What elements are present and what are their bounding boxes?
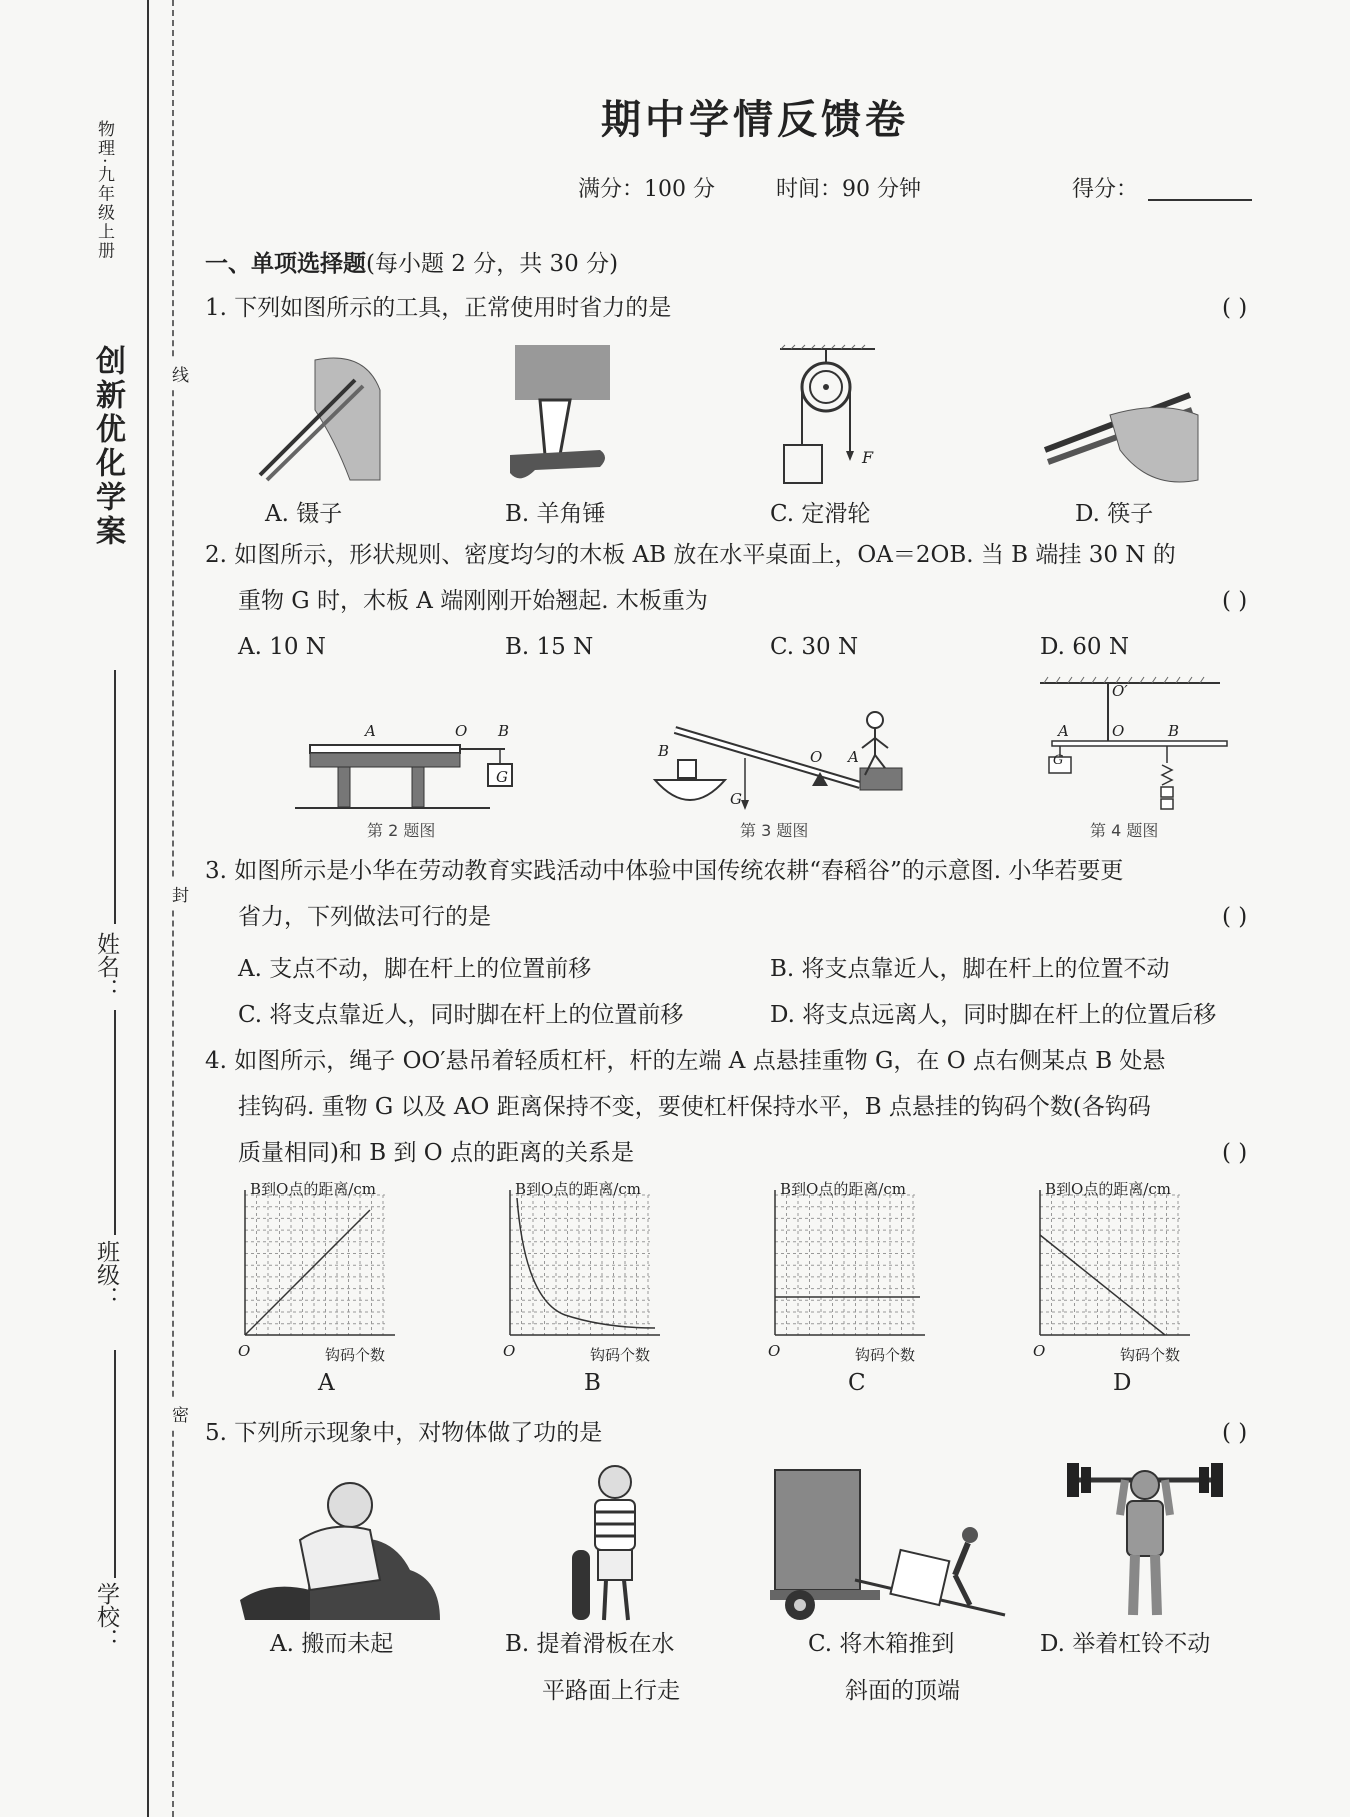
q3-answer-paren[interactable]: ( ) bbox=[1222, 904, 1248, 930]
graph-a-curve bbox=[245, 1210, 370, 1335]
figure-3-rice-pounder bbox=[650, 700, 910, 820]
graph-d-origin: O bbox=[1033, 1342, 1046, 1360]
graph-a-letter: A bbox=[318, 1370, 335, 1396]
figure-2-table-board bbox=[290, 720, 500, 815]
q5-option-b-line2: 平路面上行走 bbox=[542, 1678, 680, 1704]
q1-answer-paren[interactable]: ( ) bbox=[1222, 295, 1248, 321]
q5-answer-paren[interactable]: ( ) bbox=[1222, 1420, 1248, 1446]
q4-stem-line1: 4. 如图所示，绳子 OO′悬吊着轻质杠杆，杆的左端 A 点悬挂重物 G，在 O 点右侧某点 B 处悬 bbox=[205, 1048, 1166, 1074]
page-title: 期中学情反馈卷 bbox=[601, 96, 909, 143]
name-label: 姓名： bbox=[93, 932, 119, 1001]
graph-d-plot bbox=[1035, 1190, 1195, 1340]
force-label-f: F bbox=[862, 448, 874, 467]
q1-stem: 1. 下列如图所示的工具，正常使用时省力的是 bbox=[205, 295, 672, 321]
q5-option-d[interactable]: D. 举着杠铃不动 bbox=[1040, 1631, 1211, 1657]
q5-option-a[interactable]: A. 搬而未起 bbox=[270, 1631, 394, 1657]
school-label: 学校： bbox=[93, 1582, 119, 1651]
graph-d-grid bbox=[1040, 1195, 1180, 1335]
graph-b-grid bbox=[510, 1195, 650, 1335]
figure-4-hanging-lever bbox=[1040, 675, 1230, 815]
graph-c-plot bbox=[770, 1190, 930, 1340]
graph-a-ylabel: B到O点的距离/cm bbox=[250, 1180, 376, 1198]
figure-2-caption: 第 2 题图 bbox=[367, 821, 436, 840]
class-label: 班级： bbox=[93, 1240, 119, 1309]
graph-c-origin: O bbox=[768, 1342, 781, 1360]
q2-stem-line2: 重物 G 时，木板 A 端刚刚开始翘起. 木板重为 bbox=[238, 588, 708, 614]
q2-option-a[interactable]: A. 10 N bbox=[238, 634, 326, 660]
chopsticks-image bbox=[1040, 390, 1200, 490]
q1-option-c[interactable]: C. 定滑轮 bbox=[770, 501, 871, 527]
q1-option-a[interactable]: A. 镊子 bbox=[265, 501, 343, 527]
section-note: (每小题 2 分，共 30 分) bbox=[366, 251, 619, 277]
graph-b-plot bbox=[505, 1190, 665, 1340]
fig2-label-g: G bbox=[496, 768, 508, 786]
graph-c-grid bbox=[775, 1195, 915, 1335]
q4-stem-line2: 挂钩码. 重物 G 以及 AO 距离保持不变，要使杠杆保持水平，B 点悬挂的钩码个数(各钩码 bbox=[238, 1094, 1151, 1120]
graph-a-origin: O bbox=[238, 1342, 251, 1360]
q3-option-b[interactable]: B. 将支点靠近人，脚在杆上的位置不动 bbox=[770, 956, 1170, 982]
fig4-label-o-prime: O′ bbox=[1112, 682, 1128, 700]
graph-d-ylabel: B到O点的距离/cm bbox=[1045, 1180, 1171, 1198]
q1-option-b[interactable]: B. 羊角锤 bbox=[505, 501, 606, 527]
section-heading bbox=[205, 245, 618, 278]
q2-answer-paren[interactable]: ( ) bbox=[1222, 588, 1248, 614]
graph-d-curve bbox=[1040, 1235, 1165, 1335]
holding-barbell-image bbox=[1065, 1455, 1225, 1620]
graph-b-xlabel: 钩码个数 bbox=[590, 1346, 651, 1364]
fig4-label-b: B bbox=[1168, 722, 1180, 740]
fig4-label-o: O bbox=[1112, 722, 1125, 740]
score-label: 得分： bbox=[1072, 177, 1139, 202]
graph-a-plot bbox=[240, 1190, 400, 1340]
pushing-box-up-ramp-image bbox=[770, 1465, 1010, 1625]
q2-option-d[interactable]: D. 60 N bbox=[1040, 634, 1129, 660]
fig4-label-g: G bbox=[1053, 753, 1064, 768]
graph-c-xlabel: 钩码个数 bbox=[855, 1346, 916, 1364]
q2-option-c[interactable]: C. 30 N bbox=[770, 634, 859, 660]
score-field[interactable] bbox=[1148, 199, 1252, 201]
graph-a-xlabel: 钩码个数 bbox=[325, 1346, 386, 1364]
fig2-label-o: O bbox=[455, 722, 468, 740]
cut-mark-line: 线 bbox=[166, 360, 191, 389]
subject-label: 物理·九年级上册 bbox=[94, 120, 114, 261]
graph-b-letter: B bbox=[584, 1370, 601, 1396]
figure-4-caption: 第 4 题图 bbox=[1090, 821, 1159, 840]
class-field[interactable] bbox=[114, 1010, 116, 1235]
q5-option-c-line1[interactable]: C. 将木箱推到 bbox=[808, 1631, 955, 1657]
q3-option-a[interactable]: A. 支点不动，脚在杆上的位置前移 bbox=[238, 956, 592, 982]
brand-logo-text: 创新优化学案 bbox=[90, 345, 125, 549]
q4-answer-paren[interactable]: ( ) bbox=[1222, 1140, 1248, 1166]
q3-stem-line1: 3. 如图所示是小华在劳动教育实践活动中体验中国传统农耕“舂稻谷”的示意图. 小华若要更 bbox=[205, 858, 1124, 884]
q2-stem-line1: 2. 如图所示，形状规则、密度均匀的木板 AB 放在水平桌面上，OA＝2OB. 当 B 端挂 30 N 的 bbox=[205, 542, 1176, 568]
graph-d-xlabel: 钩码个数 bbox=[1120, 1346, 1181, 1364]
fixed-pulley-image bbox=[780, 345, 880, 490]
name-field[interactable] bbox=[114, 670, 116, 924]
graph-b-origin: O bbox=[503, 1342, 516, 1360]
fig3-label-b: B bbox=[658, 742, 670, 760]
fig3-label-g: G bbox=[730, 790, 742, 808]
fig3-label-o: O bbox=[810, 748, 823, 766]
exam-time: 时间：90 分钟 bbox=[776, 177, 921, 202]
graph-b-curve bbox=[517, 1198, 655, 1328]
q2-option-b[interactable]: B. 15 N bbox=[505, 634, 594, 660]
graph-d-letter: D bbox=[1113, 1370, 1132, 1396]
binding-solid-line bbox=[147, 0, 149, 1817]
q3-option-c[interactable]: C. 将支点靠近人，同时脚在杆上的位置前移 bbox=[238, 1002, 684, 1028]
full-score: 满分：100 分 bbox=[578, 177, 715, 202]
q3-stem-line2: 省力，下列做法可行的是 bbox=[238, 904, 491, 930]
cut-mark-seal: 封 bbox=[166, 880, 191, 909]
section-title: 一、单项选择题 bbox=[205, 251, 366, 277]
fig2-label-a: A bbox=[365, 722, 376, 740]
graph-c-letter: C bbox=[848, 1370, 866, 1396]
fig2-label-b: B bbox=[498, 722, 510, 740]
man-lifting-rock-image bbox=[240, 1470, 450, 1620]
school-field[interactable] bbox=[114, 1350, 116, 1578]
q5-option-b-line1[interactable]: B. 提着滑板在水 bbox=[505, 1631, 675, 1657]
q4-stem-line3: 质量相同)和 B 到 O 点的距离的关系是 bbox=[238, 1140, 634, 1166]
q5-stem: 5. 下列所示现象中，对物体做了功的是 bbox=[205, 1420, 603, 1446]
claw-hammer-image bbox=[500, 345, 615, 490]
q5-option-c-line2: 斜面的顶端 bbox=[845, 1678, 960, 1704]
graph-c-ylabel: B到O点的距离/cm bbox=[780, 1180, 906, 1198]
fig3-label-a: A bbox=[848, 748, 859, 766]
fig4-label-a: A bbox=[1058, 722, 1069, 740]
cut-mark-secret: 密 bbox=[166, 1400, 191, 1429]
q1-option-d[interactable]: D. 筷子 bbox=[1075, 501, 1154, 527]
person-with-skateboard-image bbox=[570, 1460, 660, 1630]
graph-b-ylabel: B到O点的距离/cm bbox=[515, 1180, 641, 1198]
figure-3-caption: 第 3 题图 bbox=[740, 821, 809, 840]
tweezers-image bbox=[255, 350, 385, 490]
q3-option-d[interactable]: D. 将支点远离人，同时脚在杆上的位置后移 bbox=[770, 1002, 1217, 1028]
